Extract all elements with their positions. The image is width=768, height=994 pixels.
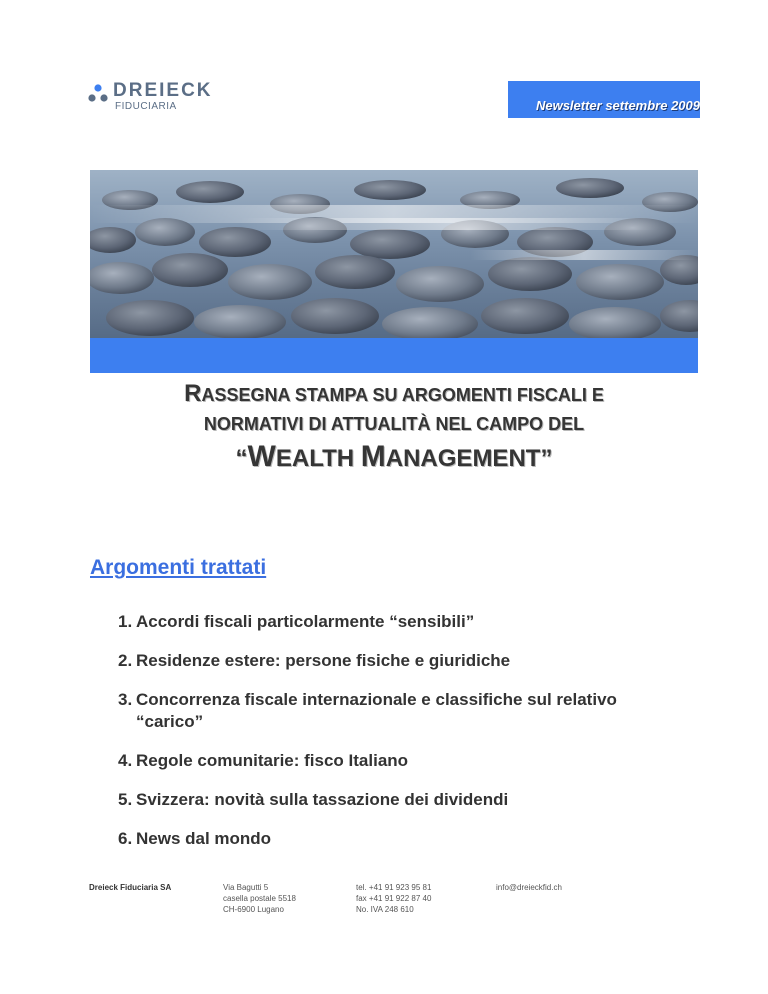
headline-management-text: ANAGEMENT <box>385 445 541 472</box>
topics-list <box>118 611 678 867</box>
topic-text: Svizzera: novità sulla tassazione dei dividendi <box>136 790 509 809</box>
topic-text: News dal mondo <box>136 829 272 848</box>
logo-subtitle: FIDUCIARIA <box>115 101 177 112</box>
footer-address-line: Via Bagutti 5 <box>223 883 269 892</box>
footer-email-address: info@dreieckfid.ch <box>496 883 562 892</box>
river-stones-photo <box>90 170 698 373</box>
footer-company-name: Dreieck Fiduciaria SA <box>89 883 172 892</box>
topic-text: Residenze estere: persone fisiche e giuridiche <box>136 651 511 670</box>
list-item <box>118 689 678 733</box>
headline-line-2: NORMATIVI DI ATTUALITÀ NEL CAMPO DEL <box>203 414 585 434</box>
topic-number: 1. <box>118 612 133 631</box>
topic-number: 3. <box>118 690 133 709</box>
headline <box>90 378 698 477</box>
footer-fax: fax +41 91 922 87 40 <box>356 894 432 903</box>
footer-email <box>496 882 562 893</box>
footer-vat: No. IVA 248 610 <box>356 905 414 914</box>
topic-number: 5. <box>118 790 133 809</box>
topic-text: Concorrenza fiscale internazionale e classifiche sul relativo “carico” <box>136 690 617 731</box>
newsletter-badge-text: Newsletter settembre 2009 <box>535 98 700 113</box>
topic-number: 2. <box>118 651 133 670</box>
list-item <box>118 828 678 850</box>
headline-initial-r: R <box>184 380 202 407</box>
logo-name: DREIECK <box>113 80 213 101</box>
hero-image <box>90 170 698 373</box>
topic-number: 6. <box>118 829 133 848</box>
headline-wealth-text: EALTH <box>275 445 361 472</box>
footer-address <box>223 882 296 915</box>
footer-contact <box>356 882 431 915</box>
newsletter-badge <box>508 81 700 118</box>
footer-address-line: casella postale 5518 <box>223 894 296 903</box>
company-logo <box>87 81 227 115</box>
list-item <box>118 789 678 811</box>
list-item <box>118 611 678 633</box>
headline-initial-w: W <box>247 440 276 473</box>
dreieck-triangle-logo-icon <box>87 83 109 105</box>
headline-line-3 <box>90 439 698 477</box>
headline-line-1 <box>90 380 698 409</box>
headline-line-1-text: ASSEGNA STAMPA SU ARGOMENTI FISCALI E <box>201 385 604 405</box>
headline-close-quote: ” <box>540 445 553 472</box>
footer-address-line: CH-6900 Lugano <box>223 905 284 914</box>
headline-open-quote: “ <box>235 445 248 472</box>
list-item <box>118 750 678 772</box>
footer-company <box>89 882 171 893</box>
headline-initial-m: M <box>360 440 386 473</box>
footer-phone: tel. +41 91 923 95 81 <box>356 883 432 892</box>
topic-text: Regole comunitarie: fisco Italiano <box>136 751 409 770</box>
topic-text: Accordi fiscali particolarmente “sensibili” <box>136 612 475 631</box>
list-item <box>118 650 678 672</box>
topic-number: 4. <box>118 751 133 770</box>
section-title: Argomenti trattati <box>90 556 267 579</box>
